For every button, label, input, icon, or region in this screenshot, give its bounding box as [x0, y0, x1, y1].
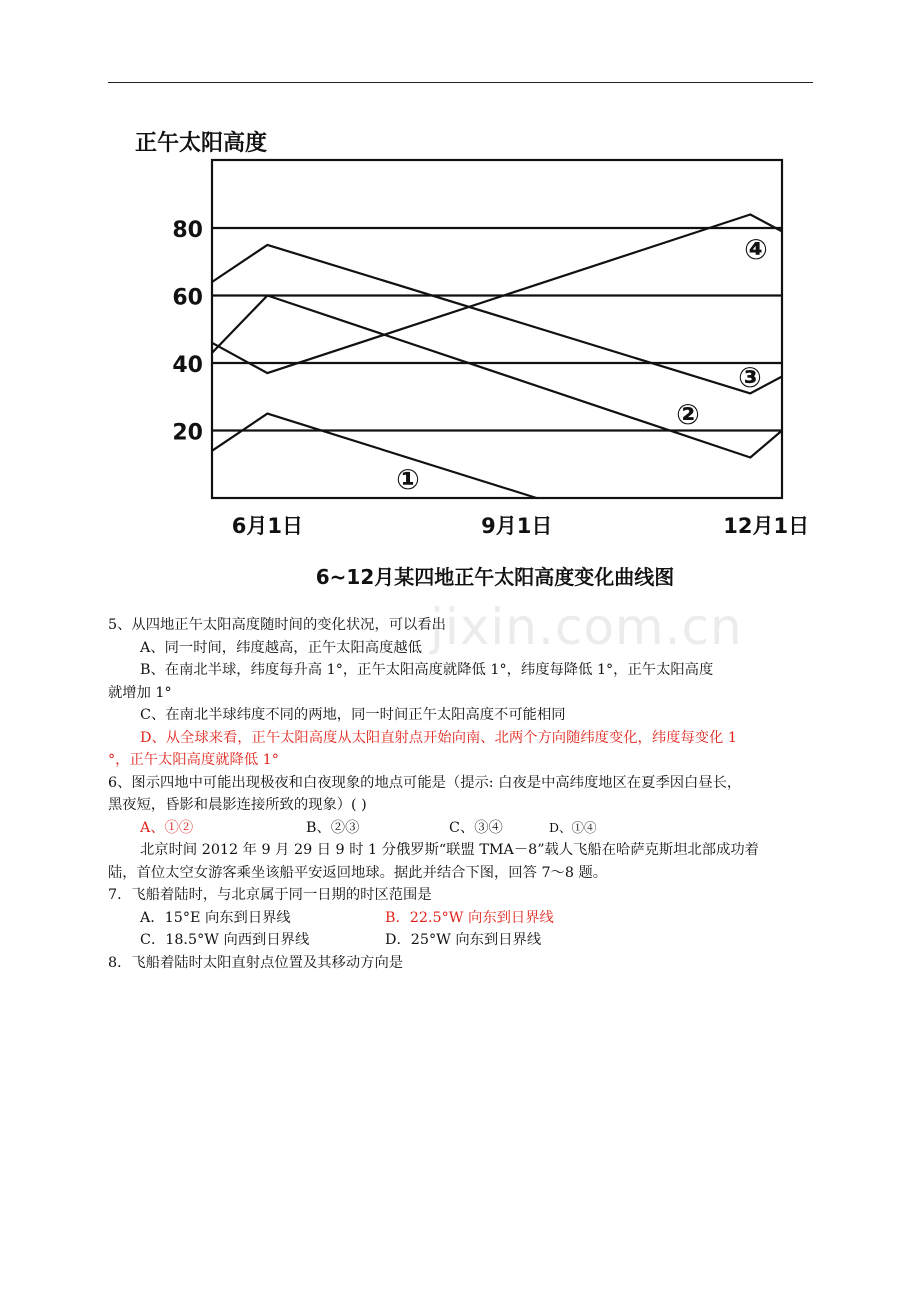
y-tick-label-20: 20: [172, 420, 203, 446]
passage-line-2: 陆，首位太空女游客乘坐该船平安返回地球。据此并结合下图，回答 7～8 题。: [108, 864, 608, 881]
watermark: jixin.com.cn: [430, 598, 743, 656]
q7-option-d: D．25°W 向东到日界线: [385, 932, 542, 948]
chart-title: 6~12月某四地正午太阳高度变化曲线图: [315, 565, 675, 589]
series-label-2: ②: [676, 398, 700, 431]
q6-option-a-answer: A、①②: [140, 819, 194, 836]
series-label-3: ③: [738, 361, 762, 394]
chart-ylabel: 正午太阳高度: [135, 131, 268, 156]
q7-option-c: C．18.5°W 向西到日界线: [140, 932, 310, 948]
q5-option-a: A、同一时间，纬度越高，正午太阳高度越低: [140, 639, 422, 656]
x-tick-label-1: 6月1日: [231, 514, 304, 538]
series-label-4: ④: [744, 233, 768, 266]
series-label-1: ①: [396, 463, 420, 496]
series-line-3: [212, 245, 782, 394]
y-tick-label-40: 40: [172, 353, 203, 378]
y-tick-label-80: 80: [172, 218, 203, 243]
q6-option-c: C、③④: [449, 819, 503, 836]
series-line-1: [212, 414, 537, 498]
q7-options-row1: [108, 907, 813, 930]
q5-option-d-cont: °，正午太阳高度就降低 1°: [108, 752, 279, 768]
series-line-4: [212, 215, 782, 374]
q8-stem: 8．飞船着陆时太阳直射点位置及其移动方向是: [108, 954, 404, 971]
q6-stem: 6、图示四地中可能出现极夜和白夜现象的地点可能是（提示: 白夜是中高纬度地区在夏季因白昼长，: [108, 774, 742, 791]
x-tick-label-3: 12月1日: [723, 514, 810, 538]
solar-altitude-chart: [110, 118, 810, 608]
q6-option-b: B、②③: [306, 819, 360, 836]
q5-option-c: C、在南北半球纬度不同的两地，同一时间正午太阳高度不可能相同: [140, 707, 566, 723]
q5-option-b-cont: 就增加 1°: [108, 684, 172, 701]
q7-option-b-answer: B．22.5°W 向东到日界线: [385, 909, 554, 926]
q5-stem: 5、从四地正午太阳高度随时间的变化状况，可以看出: [108, 617, 446, 633]
q5-option-d-answer: D、从全球来看，正午太阳高度从太阳直射点开始向南、北两个方向随纬度变化，纬度每变化 1: [140, 729, 737, 746]
q6-stem-cont: 黑夜短，昏影和晨影连接所致的现象）( ): [108, 797, 367, 813]
q5-option-b: B、在南北半球，纬度每升高 1°，正午太阳高度就降低 1°，纬度每降低 1°，正午太阳高度: [140, 662, 714, 678]
q7-options-row2: [108, 929, 813, 952]
plot-frame: [212, 160, 782, 498]
q7-option-a: A．15°E 向东到日界线: [140, 909, 291, 926]
chart-svg: [110, 118, 810, 608]
q6-options: [108, 817, 813, 840]
y-tick-label-60: 60: [172, 285, 203, 311]
header-rule: [108, 82, 813, 83]
q6-option-d: D、①④: [549, 819, 597, 835]
x-tick-label-2: 9月1日: [481, 514, 553, 538]
question-text: [108, 614, 813, 974]
q7-stem: 7．飞船着陆时，与北京属于同一日期的时区范围是: [108, 887, 432, 903]
passage-line-1: 北京时间 2012 年 9 月 29 日 9 时 1 分俄罗斯“联盟 TMA－8”载人飞船在哈萨克斯坦北部成功着: [140, 842, 759, 858]
